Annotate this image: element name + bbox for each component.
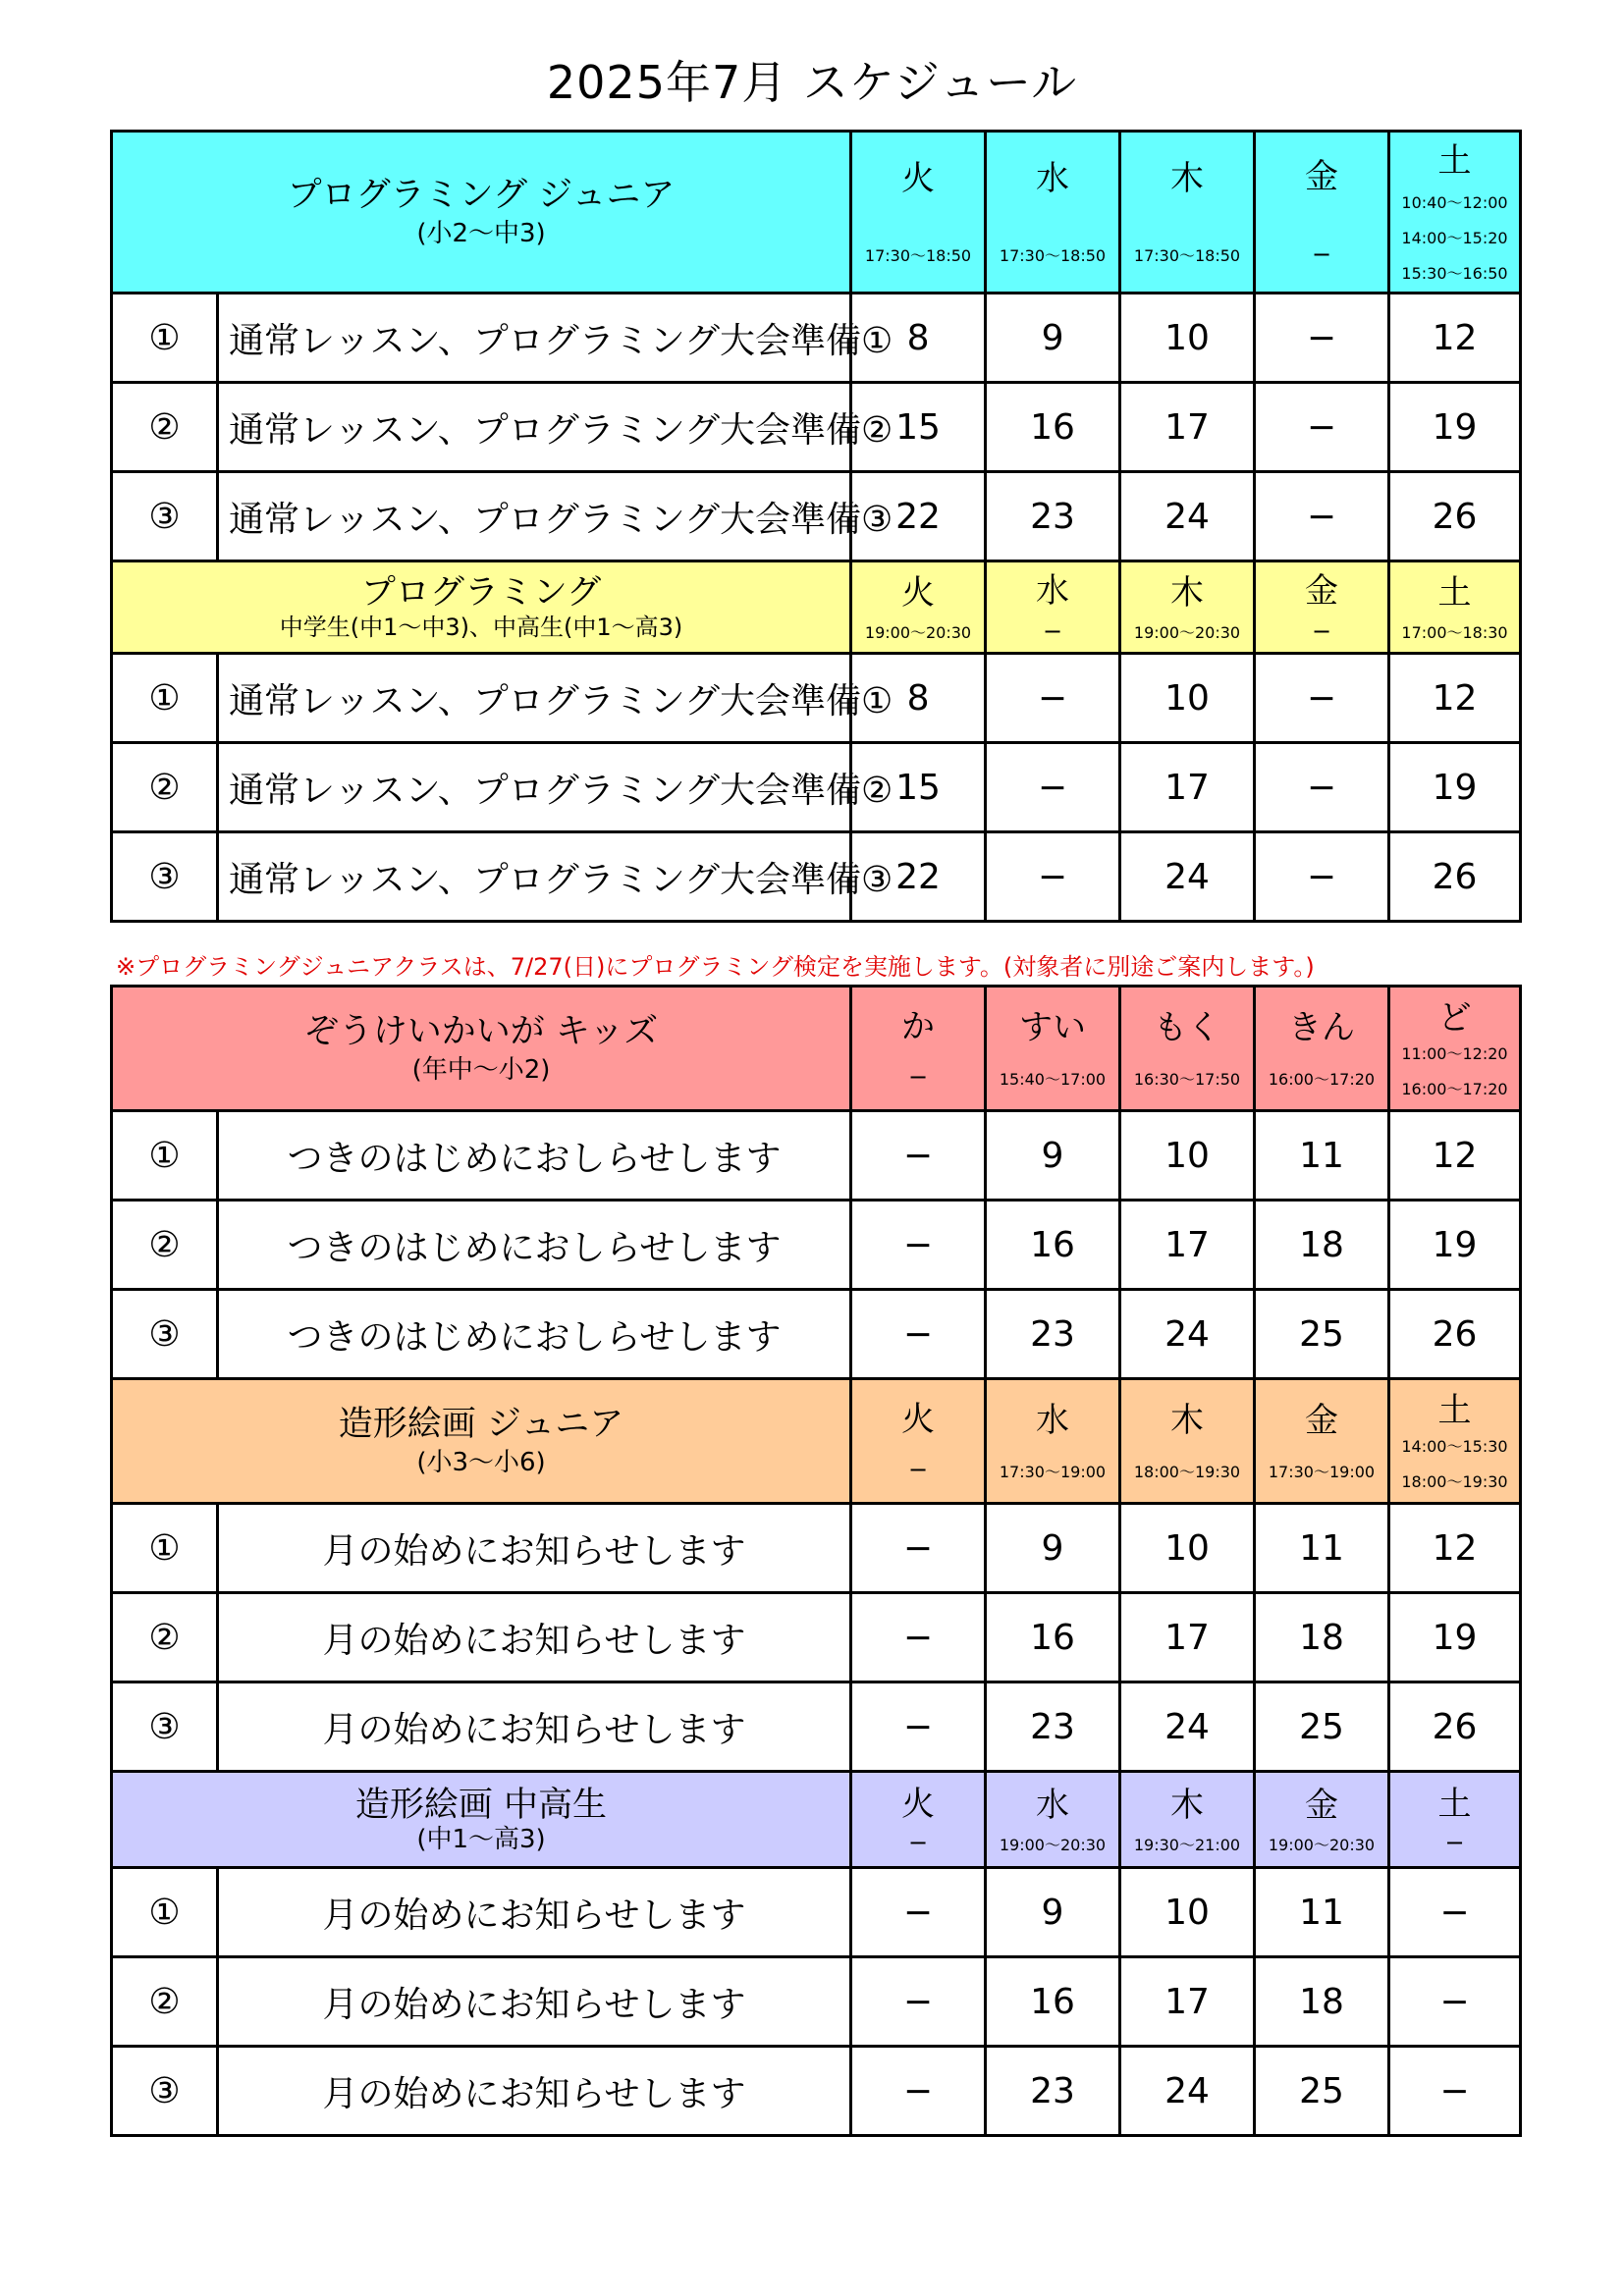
section-header-kids-art bbox=[112, 987, 1521, 1111]
table-row: ③ 通常レッスン、プログラミング大会準備③ 22 23 24 − 26 bbox=[112, 472, 1521, 561]
exam-notice: ※プログラミングジュニアクラスは、7/27(日)にプログラミング検定を実施します。(対象者に別途ご案内します。) bbox=[116, 953, 1315, 981]
lesson-name: 通常レッスン、プログラミング大会準備② bbox=[218, 743, 851, 832]
section-header-programming bbox=[112, 561, 1521, 654]
day-time: 19:00〜20:30 bbox=[864, 622, 972, 642]
day-header-wed: 水 − bbox=[986, 561, 1120, 654]
table-row: ① 通常レッスン、プログラミング大会準備① 8 9 10 − 12 bbox=[112, 294, 1521, 383]
lesson-name: 月の始めにお知らせします bbox=[218, 1957, 851, 2047]
day-header-wed: すい 15:40〜17:00 bbox=[986, 987, 1120, 1111]
day-time: 17:30〜19:00 bbox=[999, 1463, 1107, 1481]
section-name: ぞうけいかいが キッズ bbox=[303, 1012, 659, 1051]
lesson-name: 月の始めにお知らせします bbox=[218, 1682, 851, 1772]
section-name: 造形絵画 中高生 bbox=[354, 1785, 608, 1825]
lesson-name: 通常レッスン、プログラミング大会準備① bbox=[218, 294, 851, 383]
day-time: − bbox=[1311, 240, 1332, 268]
day-time: − bbox=[1444, 1828, 1465, 1856]
day-header-sat: 土 17:00〜18:30 bbox=[1389, 561, 1521, 654]
section-title-cell bbox=[112, 987, 851, 1111]
day-header-wed: 水 17:30〜19:00 bbox=[986, 1379, 1120, 1504]
day-header-sat: 土 10:40〜12:00 14:00〜15:20 15:30〜16:50 bbox=[1389, 132, 1521, 294]
section-header-programming-junior bbox=[112, 132, 1521, 294]
lesson-name: つきのはじめにおしらせします bbox=[218, 1111, 851, 1201]
page-title: 2025年7月 スケジュール bbox=[546, 56, 1078, 109]
day-header-thu: 木 19:30〜21:00 bbox=[1120, 1772, 1255, 1868]
day-time: 19:00〜20:30 bbox=[999, 1835, 1107, 1854]
table-row: ② 通常レッスン、プログラミング大会準備② 15 − 17 − 19 bbox=[112, 743, 1521, 832]
table-row: ② 通常レッスン、プログラミング大会準備② 15 16 17 − 19 bbox=[112, 383, 1521, 472]
programming-schedule-table bbox=[110, 130, 1522, 923]
lesson-name: 通常レッスン、プログラミング大会準備② bbox=[218, 383, 851, 472]
lesson-name: 通常レッスン、プログラミング大会準備③ bbox=[218, 472, 851, 561]
lesson-name: つきのはじめにおしらせします bbox=[218, 1290, 851, 1379]
section-target: 中学生(中1〜中3)、中高生(中1〜高3) bbox=[279, 613, 683, 641]
day-header-tue: 火 17:30〜18:50 bbox=[851, 132, 986, 294]
lesson-name: 月の始めにお知らせします bbox=[218, 1593, 851, 1682]
day-time: 19:00〜20:30 bbox=[1133, 622, 1241, 642]
table-row: ③ 月の始めにお知らせします − 23 24 25 − bbox=[112, 2047, 1521, 2136]
day-time: 17:30〜19:00 bbox=[1268, 1463, 1376, 1481]
lesson-name: 月の始めにお知らせします bbox=[218, 2047, 851, 2136]
table-row: ③ つきのはじめにおしらせします − 23 24 25 26 bbox=[112, 1290, 1521, 1379]
day-time: 18:00〜19:30 bbox=[1133, 1463, 1241, 1481]
lesson-name: つきのはじめにおしらせします bbox=[218, 1201, 851, 1290]
section-title-cell bbox=[112, 1772, 851, 1868]
day-time: 14:00〜15:20 bbox=[1401, 229, 1508, 247]
section-header-art-junior bbox=[112, 1379, 1521, 1504]
day-time: 17:30〜18:50 bbox=[864, 246, 972, 265]
day-time: 19:30〜21:00 bbox=[1133, 1835, 1241, 1854]
day-time: 16:00〜17:20 bbox=[1268, 1070, 1376, 1089]
section-title-cell bbox=[112, 132, 851, 294]
art-schedule-table bbox=[110, 985, 1522, 2137]
table-row: ② 月の始めにお知らせします − 16 17 18 19 bbox=[112, 1593, 1521, 1682]
day-time: − bbox=[1042, 616, 1063, 645]
table-row: ① 月の始めにお知らせします − 9 10 11 − bbox=[112, 1868, 1521, 1957]
day-time: 19:00〜20:30 bbox=[1268, 1835, 1376, 1854]
day-time: − bbox=[907, 1456, 929, 1483]
day-time: − bbox=[907, 1063, 929, 1091]
section-title-cell bbox=[112, 1379, 851, 1504]
day-header-fri: 金 − bbox=[1255, 132, 1389, 294]
lesson-name: 月の始めにお知らせします bbox=[218, 1868, 851, 1957]
day-time: 15:30〜16:50 bbox=[1401, 264, 1508, 283]
day-header-fri: 金 17:30〜19:00 bbox=[1255, 1379, 1389, 1504]
day-header-tue: か − bbox=[851, 987, 986, 1111]
section-name: プログラミング ジュニア bbox=[287, 176, 676, 215]
lesson-name: 通常レッスン、プログラミング大会準備③ bbox=[218, 832, 851, 922]
day-header-fri: 金 19:00〜20:30 bbox=[1255, 1772, 1389, 1868]
day-time: 17:30〜18:50 bbox=[1133, 246, 1241, 265]
section-target: (中1〜高3) bbox=[416, 1824, 546, 1854]
day-header-thu: 木 19:00〜20:30 bbox=[1120, 561, 1255, 654]
section-name: 造形絵画 ジュニア bbox=[338, 1405, 624, 1444]
day-header-wed: 水 19:00〜20:30 bbox=[986, 1772, 1120, 1868]
day-time: 11:00〜12:20 bbox=[1401, 1044, 1508, 1063]
section-name: プログラミング bbox=[360, 572, 602, 613]
section-title-cell bbox=[112, 561, 851, 654]
day-header-fri: 金 − bbox=[1255, 561, 1389, 654]
day-time: − bbox=[907, 1828, 929, 1856]
lesson-name: 通常レッスン、プログラミング大会準備① bbox=[218, 654, 851, 743]
day-header-tue: 火 19:00〜20:30 bbox=[851, 561, 986, 654]
day-time: 16:30〜17:50 bbox=[1133, 1070, 1241, 1089]
day-header-fri: きん 16:00〜17:20 bbox=[1255, 987, 1389, 1111]
day-header-thu: もく 16:30〜17:50 bbox=[1120, 987, 1255, 1111]
section-target: (小3〜小6) bbox=[416, 1448, 546, 1477]
day-time: 14:00〜15:30 bbox=[1401, 1437, 1508, 1456]
day-header-tue: 火 − bbox=[851, 1772, 986, 1868]
day-header-thu: 木 17:30〜18:50 bbox=[1120, 132, 1255, 294]
day-time: 18:00〜19:30 bbox=[1401, 1472, 1508, 1491]
table-row: ③ 通常レッスン、プログラミング大会準備③ 22 − 24 − 26 bbox=[112, 832, 1521, 922]
day-time: 16:00〜17:20 bbox=[1401, 1080, 1508, 1098]
day-time: − bbox=[1311, 616, 1332, 645]
day-header-tue: 火 − bbox=[851, 1379, 986, 1504]
day-time: 15:40〜17:00 bbox=[999, 1070, 1107, 1089]
lesson-name: 月の始めにお知らせします bbox=[218, 1504, 851, 1593]
day-time: 17:30〜18:50 bbox=[999, 246, 1107, 265]
day-header-sat: ど 11:00〜12:20 16:00〜17:20 bbox=[1389, 987, 1521, 1111]
section-target: (年中〜小2) bbox=[411, 1055, 551, 1085]
table-row: ① つきのはじめにおしらせします − 9 10 11 12 bbox=[112, 1111, 1521, 1201]
table-row: ② 月の始めにお知らせします − 16 17 18 − bbox=[112, 1957, 1521, 2047]
day-time: 10:40〜12:00 bbox=[1401, 193, 1508, 212]
table-row: ③ 月の始めにお知らせします − 23 24 25 26 bbox=[112, 1682, 1521, 1772]
table-row: ① 月の始めにお知らせします − 9 10 11 12 bbox=[112, 1504, 1521, 1593]
day-header-thu: 木 18:00〜19:30 bbox=[1120, 1379, 1255, 1504]
table-row: ① 通常レッスン、プログラミング大会準備① 8 − 10 − 12 bbox=[112, 654, 1521, 743]
table-row: ② つきのはじめにおしらせします − 16 17 18 19 bbox=[112, 1201, 1521, 1290]
day-header-sat: 土 − bbox=[1389, 1772, 1521, 1868]
section-target: (小2〜中3) bbox=[416, 219, 546, 248]
day-header-sat: 土 14:00〜15:30 18:00〜19:30 bbox=[1389, 1379, 1521, 1504]
section-header-art-secondary bbox=[112, 1772, 1521, 1868]
day-header-wed: 水 17:30〜18:50 bbox=[986, 132, 1120, 294]
day-time: 17:00〜18:30 bbox=[1401, 622, 1508, 642]
